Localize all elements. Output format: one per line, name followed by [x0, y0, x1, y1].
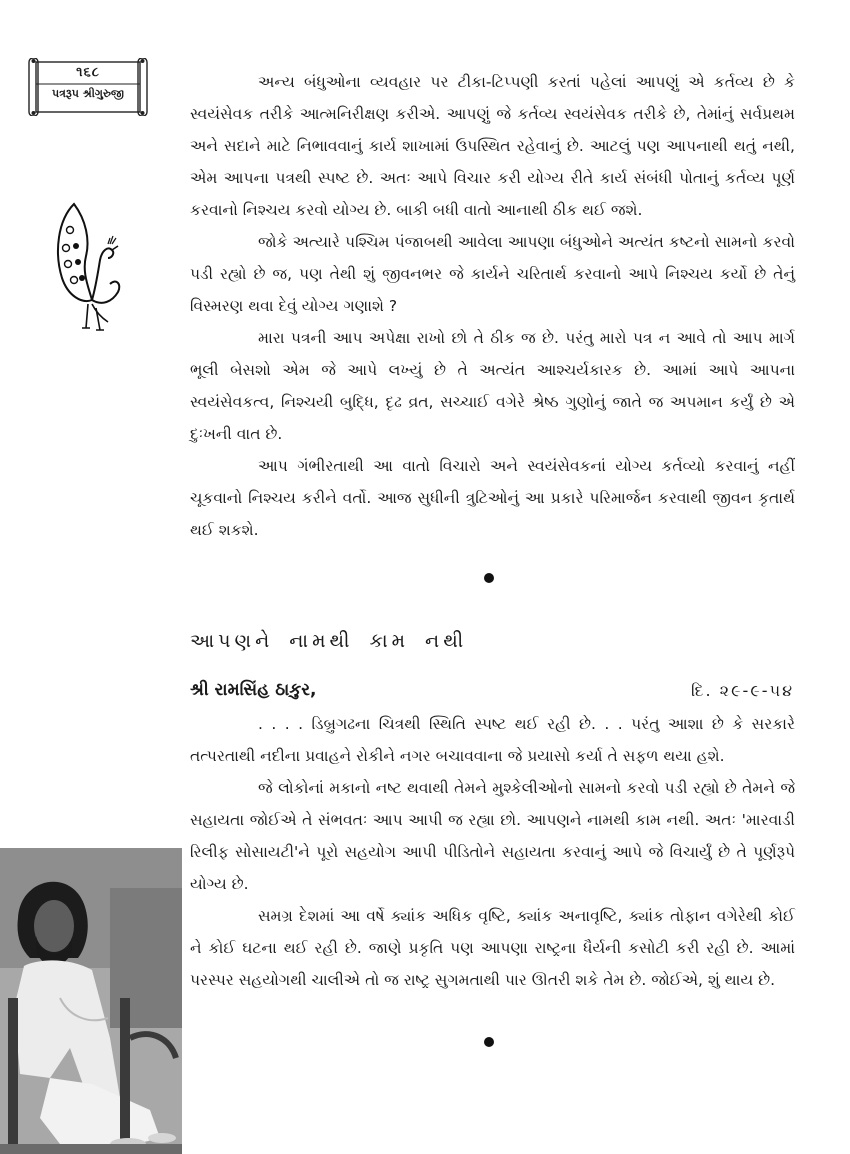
- paragraph: અન્ય બંધુઓના વ્યવહાર પર ટીકા-ટિપ્પણી કરતાં પહેલાં આપણું એ કર્તવ્ય છે કે સ્વયંસેવક તરીકે આત્મનિરીક્ષણ કરીએ. આપણું જે કર્તવ્ય સ્વયંસેવક તરીકે છે, તેમાંનું સર્વપ્રથમ અને સદાને માટે નિભાવવાનું કાર્ય શાખામાં ઉપસ્થિત રહેવાનું છે. આટલું પણ આપનાથી થતું નથી, એમ આપના પત્રથી સ્પષ્ટ છે. અતઃ આપે વિચાર કરી યોગ્ય રીતે કાર્ય સંબંધી પોતાનું કર્તવ્ય પૂર્ણ કરવાનો નિશ્ચય કરવો યોગ્ય છે. બાકી બધી વાતો આનાથી ઠીક થઈ જશે.: [190, 73, 795, 219]
- page-number: ૧૬૮: [76, 65, 100, 80]
- paragraph: . . . . ડિબ્રુગઢના ચિત્રથી સ્થિતિ સ્પષ્ટ થઈ રહી છે. . . પરંતુ આશા છે કે સરકારે તત્પરતાથી નદીના પ્રવાહને રોકીને નગર બચાવવાના જે પ્રયાસો કર્યા તે સફળ થયા હશે.: [190, 715, 795, 765]
- paragraph: સમગ્ર દેશમાં આ વર્ષે ક્યાંક અધિક વૃષ્ટિ, ક્યાંક અનાવૃષ્ટિ, ક્યાંક તોફાન વગેરેથી કોઈ ને કોઈ ઘટના થઈ રહી છે. જાણે પ્રકૃતિ પણ આપણા રાષ્ટ્રના ધૈર્યની કસોટી કરી રહી છે. આમાં પરસ્પર સહયોગથી ચાલીએ તો જ રાષ્ટ્ર સુગમતાથી પાર ઊતરી શકે તેમ છે. જોઈએ, શું થાય છે.: [190, 907, 795, 989]
- letter-1-body: [190, 66, 795, 546]
- paragraph: મારા પત્રની આપ અપેક્ષા રાખો છો તે ઠીક જ છે. પરંતુ મારો પત્ર ન આવે તો આપ માર્ગ ભૂલી બેસશો એમ જે આપે લખ્યું છે તે અત્યંત આશ્ચર્યકારક છે. આમાં આપે આપના સ્વયંસેવકત્વ, નિશ્ચયી બુદ્ધિ, દૃઢ વ્રત, સચ્ચાઈ વગેરે શ્રેષ્ઠ ગુણોનું જાતે જ અપમાન કર્યું છે એ દુઃખની વાત છે.: [190, 329, 795, 443]
- paragraph: જોકે અત્યારે પશ્ચિમ પંજાબથી આવેલા આપણા બંધુઓને અત્યંત કષ્ટનો સામનો કરવો પડી રહ્યો છે જ, પણ તેથી શું જીવનભર જે કાર્યને ચરિતાર્થ કરવાનો આપે નિશ્ચય કર્યો છે તેનું વિસ્મરણ થવા દેવું યોગ્ય ગણાશે ?: [190, 233, 795, 315]
- end-separator-bullet: [484, 1037, 494, 1047]
- page-header-scroll: [26, 58, 150, 116]
- paragraph: આપ ગંભીરતાથી આ વાતો વિચારો અને સ્વયંસેવકનાં યોગ્ય કર્તવ્યો કરવાનું નહીં ચૂકવાનો નિશ્ચય કરીને વર્તો. આજ સુધીની ત્રુટિઓનું આ પ્રકારે પરિમાર્જન કરવાથી જીવન કૃતાર્થ થઈ શકશે.: [190, 457, 795, 539]
- paragraph: જે લોકોનાં મકાનો નષ્ટ થવાથી તેમને મુશ્કેલીઓનો સામનો કરવો પડી રહ્યો છે તેમને જે સહાયતા જોઈએ તે સંભવતઃ આપ આપી જ રહ્યા છો. આપણને નામથી કામ નથી. અતઃ 'મારવાડી રિલીફ સોસાયટી'ને પૂરો સહયોગ આપી પીડિતોને સહાયતા કરવાનું આપે જે વિચાર્યું છે તે પૂર્ણરૂપે યોગ્ય છે.: [190, 779, 795, 893]
- letter-date: દિ. ૨૯-૯-૫૪: [690, 681, 794, 700]
- peacock-icon: [52, 200, 132, 336]
- seated-man-photo-icon: [0, 848, 182, 1154]
- letter-2-body: [190, 708, 795, 996]
- series-title: પત્રરૂપ શ્રીગુરુજી: [52, 87, 124, 100]
- addressee: શ્રી રામસિંહ ઠાકુર,: [190, 680, 317, 700]
- section-heading: આપણને નામથી કામ નથી: [190, 630, 468, 652]
- portrait-photo: [0, 848, 182, 1154]
- section-separator-bullet: [484, 573, 494, 583]
